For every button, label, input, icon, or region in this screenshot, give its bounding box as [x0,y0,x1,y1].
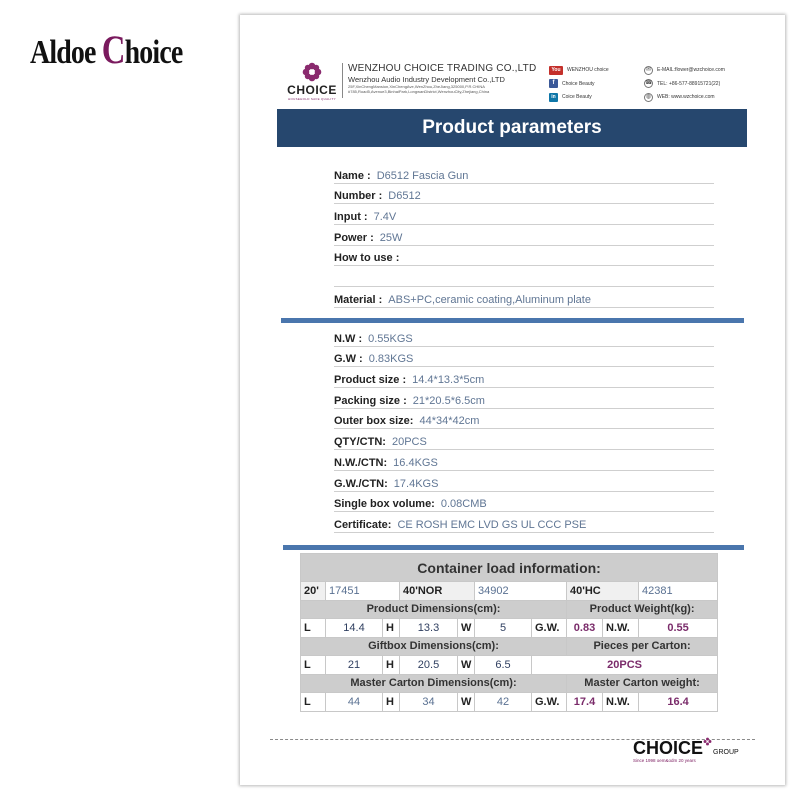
company-subname: Wenzhou Audio Industry Development Co.,LTD [348,75,505,84]
contact-info [644,64,725,105]
company-logo [284,61,340,101]
facebook-link[interactable] [549,78,609,90]
param-row [334,225,714,246]
master-height: 34 [400,693,458,712]
product-length: 14.4 [326,619,383,638]
page-title: Product parameters [277,109,747,147]
mail-icon: ✉ [645,66,652,73]
linkedin-icon: in [549,93,558,102]
pieces-per-carton-value: 20PCS [532,656,718,675]
param-label: Material : [334,293,383,306]
product-dimensions-header: Product Dimensions(cm): [301,600,567,619]
spec-label: G.W./CTN: [334,477,388,490]
section-divider [281,318,744,323]
container-20-label: 20' [301,582,326,601]
section-divider [283,545,744,550]
param-value: D6512 [388,190,421,203]
spec-row [334,492,714,513]
product-specs [334,326,714,533]
weight-key: G.W. [532,693,567,712]
facebook-icon: f [549,79,558,88]
container-40nor-value: 34902 [475,582,567,601]
spec-value: 20PCS [391,436,427,449]
flower-icon [301,61,323,83]
dim-key: H [383,656,400,675]
param-row [334,204,714,225]
spec-label: Packing size : [334,394,407,407]
spec-row [334,409,714,430]
spec-row [334,326,714,347]
spec-row [334,512,714,533]
product-weight-header: Product Weight(kg): [567,600,718,619]
spec-value: 17.4KGS [393,477,439,490]
dim-key: H [383,693,400,712]
container-40hc-label: 40'HC [567,582,639,601]
social-links [549,64,609,105]
param-row [334,287,714,308]
spec-label: Certificate: [334,518,392,531]
product-sheet [240,15,785,785]
dim-key: L [301,656,326,675]
linkedin-text: Coice Beauty [562,94,592,100]
spec-value: 21*20.5*6.5cm [412,394,485,407]
spec-label: Product size : [334,374,407,387]
email-text: E-MAIL:flower@wzchoice.com [657,67,725,73]
logo-text: CHOICE [287,83,337,97]
container-20-value: 17451 [326,582,400,601]
footer-since: Since 1998 oem&odm 20 years [633,758,696,763]
footer-logo-text: CHOICE [633,738,704,758]
spec-row [334,471,714,492]
param-value: D6512 Fascia Gun [376,169,469,182]
youtube-icon: You [549,66,563,75]
product-gross-weight: 0.83 [567,619,603,638]
container-40hc-value: 42381 [639,582,718,601]
weight-key: N.W. [603,693,639,712]
param-label: Power : [334,231,374,244]
product-net-weight: 0.55 [639,619,718,638]
globe-icon: ◍ [645,93,652,100]
container-title: Container load information: [301,554,718,582]
company-address-2: #785,Road5,Avenue3,BinhaiPark,LongwanDistrict,WenzhouCity,Zhejiang,China [348,89,490,94]
web-text: WEB: www.wzchoice.com [657,94,715,100]
giftbox-length: 21 [326,656,383,675]
pieces-per-carton-header: Pieces per Carton: [567,637,718,656]
param-row [334,184,714,205]
spec-label: QTY/CTN: [334,436,386,449]
flower-icon [703,737,712,746]
spec-value: 14.4*13.3*5cm [412,374,485,387]
giftbox-dimensions-header: Giftbox Dimensions(cm): [301,637,567,656]
header-divider [342,63,343,98]
product-width: 5 [475,619,532,638]
brand-part1: Aldoe [30,34,102,71]
giftbox-width: 6.5 [475,656,532,675]
spec-value: 16.4KGS [393,456,438,469]
company-address-1: 25F,XinChengMansion,XinChengAve,WenZhou,ZheJiang,325000,P.R.CHINA [348,84,485,89]
weight-key: N.W. [603,619,639,638]
dim-key: W [458,619,475,638]
dim-key: W [458,693,475,712]
email-line[interactable] [644,64,725,76]
spec-label: Outer box size: [334,415,414,428]
param-label: Name : [334,169,371,182]
spec-row [334,450,714,471]
container-40nor-label: 40'NOR [400,582,475,601]
spec-label: Single box volume: [334,498,435,511]
spec-row [334,347,714,368]
brand-logo [30,26,182,73]
spec-value: 0.08CMB [440,498,487,511]
param-value: 25W [379,231,403,244]
master-length: 44 [326,693,383,712]
linkedin-link[interactable] [549,91,609,103]
dim-key: L [301,619,326,638]
param-label: Number : [334,190,383,203]
container-load-table [300,553,717,712]
param-row [334,266,714,287]
dim-key: H [383,619,400,638]
company-name: WENZHOU CHOICE TRADING CO.,LTD [348,63,537,74]
param-value: ABS+PC,ceramic coating,Aluminum plate [388,293,591,306]
spec-label: G.W : [334,353,363,366]
weight-key: G.W. [532,619,567,638]
spec-value: 0.83KGS [368,353,414,366]
youtube-link[interactable] [549,64,609,76]
tel-text: TEL: +86-577-88915721(22) [657,80,721,87]
spec-row [334,367,714,388]
master-carton-weight-header: Master Carton weight: [567,674,718,693]
master-net-weight: 16.4 [639,693,718,712]
product-params [334,163,714,308]
param-label: How to use : [334,252,400,265]
spec-row [334,429,714,450]
master-gross-weight: 17.4 [567,693,603,712]
spec-row [334,388,714,409]
web-line[interactable] [644,91,725,103]
company-info [348,63,548,94]
brand-part2: hoice [124,34,183,71]
product-height: 13.3 [400,619,458,638]
spec-label: N.W./CTN: [334,456,388,469]
spec-value: 44*34*42cm [419,415,480,428]
dim-key: L [301,693,326,712]
master-width: 42 [475,693,532,712]
footer-group-text: GROUP [713,749,739,756]
facebook-text: Choice Beauty [562,80,595,87]
param-label: Input : [334,211,368,224]
giftbox-height: 20.5 [400,656,458,675]
brand-initial: C [101,27,125,72]
param-row [334,163,714,184]
master-carton-dimensions-header: Master Carton Dimensions(cm): [301,674,567,693]
dim-key: W [458,656,475,675]
spec-value: 0.55KGS [368,332,413,345]
spec-value: CE ROSH EMC LVD GS UL CCC PSE [397,518,587,531]
logo-tagline: HOUSEHOLD SAFE QUALITY [288,97,336,101]
param-value: 7.4V [373,211,397,224]
phone-icon: ☎ [645,80,653,86]
param-row [334,246,714,267]
footer-logo [633,737,739,763]
youtube-text: WENZHOU choice [567,67,609,73]
tel-line [644,78,725,90]
spec-label: N.W : [334,332,363,345]
